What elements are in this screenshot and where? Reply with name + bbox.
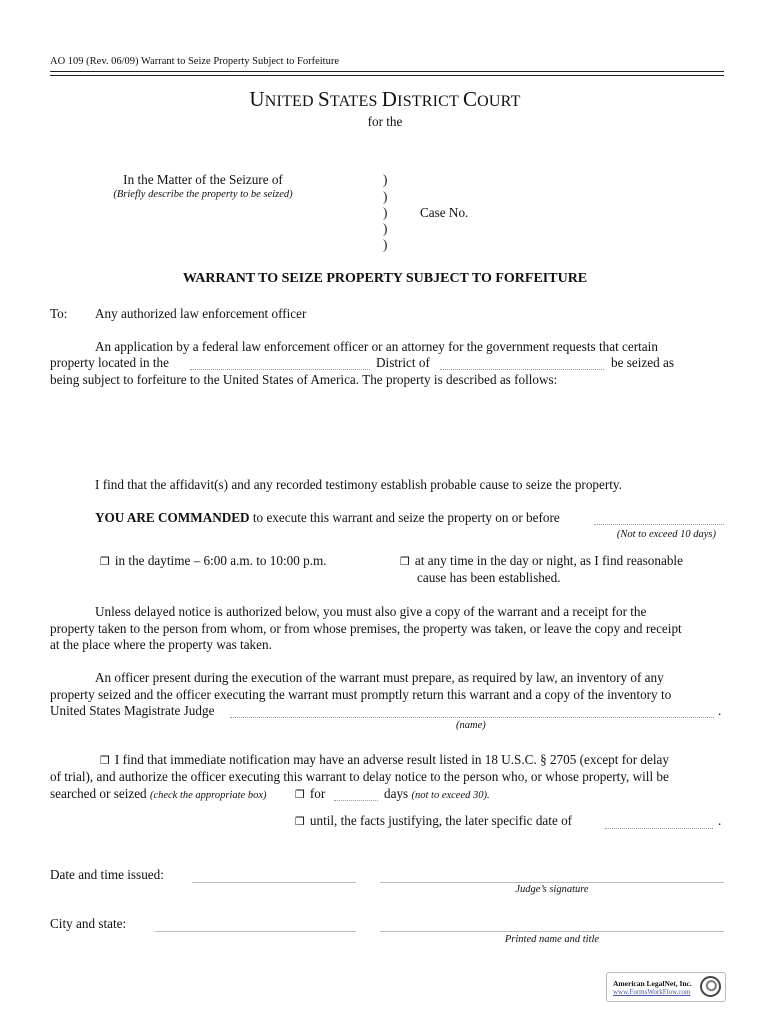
checkbox-icon[interactable]: ❒ <box>295 815 305 828</box>
days-text: days (not to exceed 30). <box>384 786 490 801</box>
anytime-option[interactable]: ❒ at any time in the day or night, as I find reasonable <box>400 553 683 568</box>
court-title: UNITED STATES DISTRICT COURT <box>249 87 521 111</box>
application-line-2a: property located in the <box>50 355 170 370</box>
inventory-line-1: An officer present during the execution of the warrant must prepare, as required by law, an inventory of any <box>95 670 664 685</box>
form-id: AO 109 (Rev. 06/09) Warrant to Seize Property Subject to Forfeiture <box>50 56 340 67</box>
header-rule-thin <box>50 75 724 76</box>
delayed-notice-line-3: at the place where the property was taken. <box>50 637 272 652</box>
for-days-option[interactable]: ❒ for <box>295 786 326 801</box>
delayed-notice-line-1: Unless delayed notice is authorized below, you must also give a copy of the warrant and a receipt for the <box>95 604 647 619</box>
to-label: To: <box>50 306 68 321</box>
warrant-heading: WARRANT TO SEIZE PROPERTY SUBJECT TO FORFEITURE <box>182 271 588 286</box>
until-date-field[interactable] <box>605 828 713 829</box>
notification-line-2: of trial), and authorize the officer executing this warrant to delay notice to the person who, or whose property, will be <box>50 769 669 784</box>
city-state-label: City and state: <box>50 916 127 931</box>
name-label: (name) <box>456 720 486 731</box>
printed-name-label: Printed name and title <box>504 934 600 945</box>
checkbox-icon[interactable]: ❒ <box>295 788 305 801</box>
period: . <box>718 703 722 718</box>
notification-line-1: ❒ I find that immediate notification may have an adverse result listed in 18 U.S.C. § 2705 (except for delay <box>100 752 669 767</box>
company-url[interactable]: www.FormsWorkFlow.com <box>613 988 691 996</box>
period: . <box>718 813 722 828</box>
seal-icon <box>700 976 721 997</box>
caption-paren: ) <box>383 189 388 204</box>
judge-signature-field[interactable] <box>380 882 724 883</box>
to-value: Any authorized law enforcement officer <box>95 306 307 321</box>
checkbox-icon[interactable]: ❒ <box>100 555 110 568</box>
inventory-line-3: United States Magistrate Judge <box>50 703 215 718</box>
commanded-text: YOU ARE COMMANDED to execute this warrant and seize the property on or before <box>95 510 560 525</box>
application-line-2c: be seized as <box>611 355 674 370</box>
company-name: American LegalNet, Inc. <box>613 979 692 988</box>
application-line-1: An application by a federal law enforcement officer or an attorney for the government requests that certain <box>95 339 658 354</box>
matter-label: In the Matter of the Seizure of <box>123 172 283 187</box>
caption-paren: ) <box>383 237 388 252</box>
date-issued-field[interactable] <box>192 882 356 883</box>
delay-days-field[interactable] <box>334 800 378 801</box>
probable-cause-text: I find that the affidavit(s) and any recorded testimony establish probable cause to seize the property. <box>95 477 622 492</box>
daytime-option[interactable]: ❒ in the daytime – 6:00 a.m. to 10:00 p.m. <box>100 553 327 568</box>
district-location-field[interactable] <box>190 369 370 370</box>
printed-name-field[interactable] <box>380 931 724 932</box>
inventory-line-2: property seized and the officer executing the warrant must promptly return this warrant and a copy of the inventory to <box>50 687 672 702</box>
execute-by-date-field[interactable] <box>594 524 724 525</box>
caption-paren: ) <box>383 221 388 236</box>
for-the-label: for the <box>367 114 403 129</box>
legalnet-logo <box>606 972 726 1002</box>
anytime-option-line-2: cause has been established. <box>417 570 561 585</box>
city-state-field[interactable] <box>155 931 356 932</box>
until-option[interactable]: ❒ until, the facts justifying, the later specific date of <box>295 813 573 828</box>
application-line-2b: District of <box>376 355 430 370</box>
caption-paren: ) <box>383 205 388 220</box>
case-no-label: Case No. <box>420 205 469 220</box>
date-issued-label: Date and time issued: <box>50 867 164 882</box>
district-name-field[interactable] <box>440 369 604 370</box>
application-line-3: being subject to forfeiture to the United States of America. The property is described as follows: <box>50 372 558 387</box>
not-exceed-10-days-note: (Not to exceed 10 days) <box>616 529 716 540</box>
checkbox-icon[interactable]: ❒ <box>100 754 110 767</box>
checkbox-icon[interactable]: ❒ <box>400 555 410 568</box>
header-rule-thick <box>50 71 724 72</box>
magistrate-judge-name-field[interactable] <box>230 717 714 718</box>
delayed-notice-line-2: property taken to the person from whom, or from whose premises, the property was taken, or leave the copy and receipt <box>50 621 682 636</box>
caption-paren: ) <box>383 172 388 187</box>
notification-line-3: searched or seized (check the appropriate box) <box>50 786 267 801</box>
matter-hint: (Briefly describe the property to be seized) <box>113 189 293 200</box>
judge-signature-label: Judge’s signature <box>515 884 589 895</box>
